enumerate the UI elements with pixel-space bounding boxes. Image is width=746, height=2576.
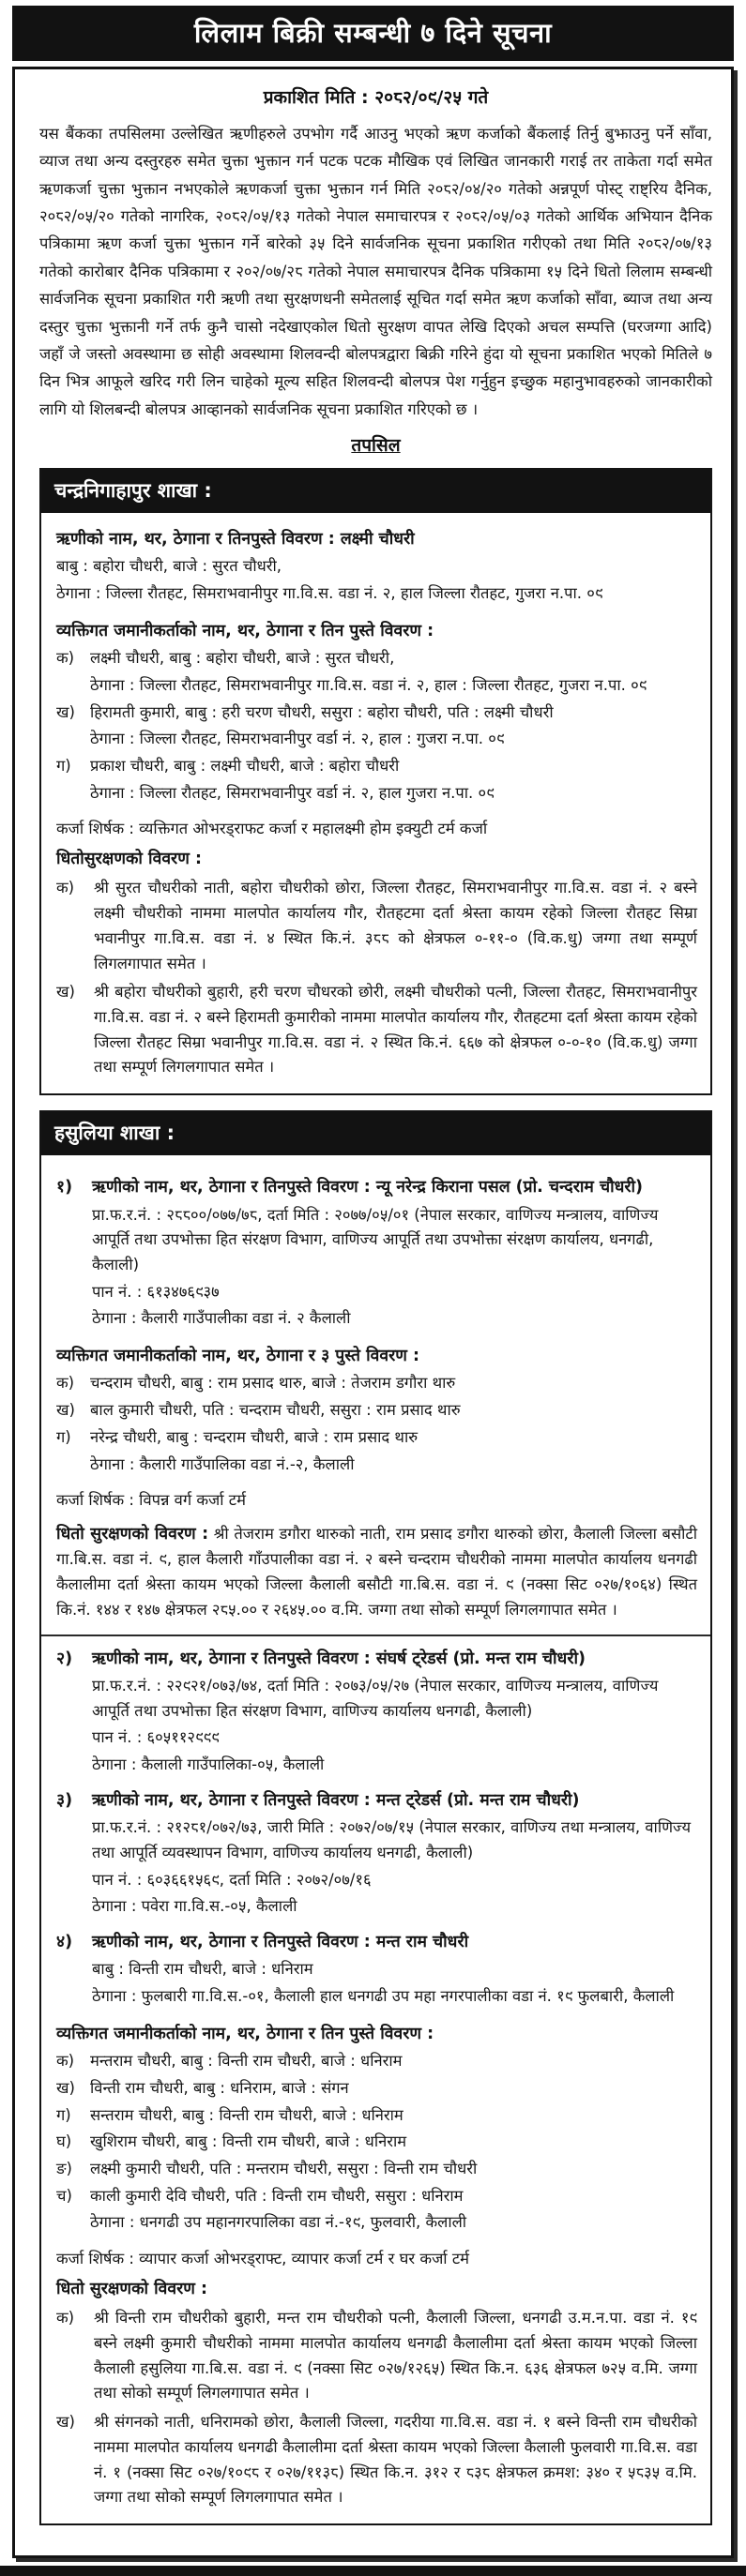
collateral-label: क) xyxy=(56,2309,75,2327)
item-number: ३) xyxy=(56,1790,73,1810)
notice-title-bar xyxy=(12,6,734,61)
borrower-heading: ऋणीको नाम, थर, ठेगाना र तिनपुस्ते विवरण : संघर्ष ट्रेडर्स (प्रो. मन्त राम चौधरी) xyxy=(92,1649,586,1668)
tapasil-heading: तपसिल xyxy=(351,434,401,456)
borrower-parent-line: बाबु : बहोरा चौधरी, बाजे : सुरत चौधरी, xyxy=(56,557,282,576)
guarantor-row xyxy=(56,2157,697,2182)
pan-line: पान नं. : ६०३६६१५६९, दर्ता मिति : २०७२/०७/१६ xyxy=(92,1870,372,1889)
borrower-item-1 xyxy=(56,1174,697,1332)
notice-body-box xyxy=(12,67,734,2558)
guarantor-row xyxy=(56,2184,697,2209)
collateral-row xyxy=(56,876,697,976)
branch-section-chandranigahapur xyxy=(39,468,712,1095)
guarantor-text: विन्ती राम चौधरी, बाबु : धनिराम, बाजे : संगन xyxy=(90,2078,349,2097)
guarantor-label: ग) xyxy=(56,756,71,775)
collateral-text: श्री तेजराम डगौरा थारुको नाती, राम प्रसाद डगौरा थारुको छोरा, कैलाली जिल्ला बसौटी गा.बि.स. वडा नं. ९, हाल कैलारी गाँउपालीका वडा नं. २ बस्ने चन्दराम चौधरीको नाममा मालपोत कार्यालय धनगढी कैलालीमा दर्ता श्रेस्ता कायम भएको जिल्ला कैलाली बसौटी गा.बि.स. वडा नं. ९ (नक्सा सिट ०२७/१०६४) स्थित कि.नं. १४४ र १४७ क्षेत्रफल २८५.०० र २६४५.०० व.मि. जग्गा तथा सोको सम्पूर्ण लिगलगापात समेत । xyxy=(56,1525,697,1619)
registration-line: प्रा.फ.र.नं. : २२९२१/०७३/७४, दर्ता मिति : २०७३/०५/२७ (नेपाल सरकार, वाणिज्य मन्त्रालय, वाणिज्य आपूर्ति तथा उपभोक्ता हित संरक्षण विभाग, वाणिज्य कार्यालय धनगढी, कैलाली) xyxy=(92,1676,659,1720)
guarantor-text: प्रकाश चौधरी, बाबु : लक्ष्मी चौधरी, बाजे : बहोरा चौधरी xyxy=(90,756,400,775)
guarantor-heading: व्यक्तिगत जमानीकर्ताको नाम, थर, ठेगाना र ३ पुस्ते विवरण : xyxy=(56,1347,420,1366)
address-line: ठेगाना : कैलाली गाउँपालिका-०५, कैलाली xyxy=(92,1755,325,1774)
collateral-label: ख) xyxy=(56,983,75,1002)
guarantor-label: ख) xyxy=(56,2078,75,2097)
collateral-label: ख) xyxy=(56,2413,75,2432)
guarantor-label: क) xyxy=(56,2052,75,2071)
guarantor-text: सन्तराम चौधरी, बाबु : विन्ती राम चौधरी, बाजे : धनिराम xyxy=(90,2105,403,2124)
notice-title: लिलाम बिक्री सम्बन्धी ७ दिने सूचना xyxy=(193,17,553,49)
guarantor-label: क) xyxy=(56,649,75,668)
registration-line: प्रा.फ.र.नं. : २१२८१/०७२/७३, जारी मिति : २०७२/०७/१५ (नेपाल सरकार, वाणिज्य तथा मन्त्रालय, वाणिज्य तथा आपूर्ति व्यवस्थापन विभाग, वाणिज्य कार्यालय धनगढी, कैलाली) xyxy=(92,1818,692,1861)
guarantor-heading: व्यक्तिगत जमानीकर्ताको नाम, थर, ठेगाना र तिन पुस्ते विवरण : xyxy=(56,621,434,640)
collateral-row xyxy=(56,2410,697,2510)
address-line: ठेगाना : कैलारी गाउँपालीका वडा नं. २ कैलाली xyxy=(92,1309,351,1328)
guarantor-label: क) xyxy=(56,1374,75,1393)
guarantor-label: ङ) xyxy=(56,2160,72,2178)
guarantor-row xyxy=(56,2103,697,2129)
loan-heading-line: कर्जा शिर्षक : विपन्न वर्ग कर्जा टर्म xyxy=(56,1491,246,1510)
guarantor-address: ठेगाना : कैलारी गाउँपालिका वडा नं.-२, कैलाली xyxy=(90,1454,355,1473)
collateral-text: श्री विन्ती राम चौधरीको बुहारी, मन्त राम चौधरीको पत्नी, कैलाली जिल्ला, धनगढी उ.म.न.पा. वडा नं. १९ बस्ने लक्ष्मी कुमारी चौधरीको नाममा मालपोत कार्यालय धनगढी कैलालीमा दर्ता श्रेस्ता कायम भएको जिल्ला कैलाली हसुलिया गा.बि.स. वडा नं. ९ (नक्सा सिट ०२७/१२६५) स्थित कि.न. ६३६ क्षेत्रफल ७२५ व.मि. जग्गा तथा सोको सम्पूर्ण लिगलगापात समेत । xyxy=(94,2309,697,2403)
branch1-content xyxy=(41,513,710,1093)
next-notice-bar xyxy=(0,2566,746,2576)
item-number: ४) xyxy=(56,1933,73,1952)
item-body xyxy=(92,1646,697,1778)
item-number: १) xyxy=(56,1178,73,1198)
guarantor-row xyxy=(56,2049,697,2074)
collateral-row xyxy=(56,980,697,1080)
collateral-label: क) xyxy=(56,879,75,897)
guarantor-row xyxy=(56,2130,697,2155)
borrower-heading: ऋणीको नाम, थर, ठेगाना र तिनपुस्ते विवरण : लक्ष्मी चौधरी xyxy=(56,529,415,549)
guarantor-row xyxy=(56,754,697,779)
branch2-header: हसुलिया शाखा : xyxy=(41,1112,710,1155)
guarantor-label: घ) xyxy=(56,2132,72,2151)
guarantor-label: ख) xyxy=(56,702,75,721)
collateral-heading: धितो सुरक्षणको विवरण : xyxy=(56,1525,209,1544)
item-body xyxy=(92,1929,697,2010)
guarantor-text: लक्ष्मी चौधरी, बाबु : बहोरा चौधरी, बाजे : सुरत चौधरी, xyxy=(90,649,395,668)
item-body xyxy=(92,1787,697,1920)
guarantor-address: ठेगाना : धनगढी उप महानगरपालिका वडा नं.-१९, फुलवारी, कैलाली xyxy=(90,2213,467,2232)
branch-section-hasuliya xyxy=(39,1110,712,2525)
guarantor-text: काली कुमारी देवि चौधरी, पति : विन्ती राम चौधरी, ससुरा : धनिराम xyxy=(90,2186,464,2205)
guarantor-address: ठेगाना : जिल्ला रौतहट, सिमराभवानीपुर गा.वि.स. वडा नं. २, हाल : जिल्ला रौतहट, गुजरा न.पा. ०९ xyxy=(90,675,647,694)
guarantor-text: खुशिराम चौधरी, बाबु : विन्ती राम चौधरी, बाजे : धनिराम xyxy=(90,2132,407,2151)
collateral-heading: धितोसुरक्षणको विवरण : xyxy=(56,850,202,869)
guarantor-row xyxy=(56,646,697,671)
borrower-heading: ऋणीको नाम, थर, ठेगाना र तिनपुस्ते विवरण : मन्त ट्रेडर्स (प्रो. मन्त राम चौधरी) xyxy=(92,1790,580,1810)
published-date: प्रकाशित मिति : २०८२/०९/२५ गते xyxy=(263,87,489,108)
guarantor-heading: व्यक्तिगत जमानीकर्ताको नाम, थर, ठेगाना र तिन पुस्ते विवरण : xyxy=(56,2024,434,2043)
guarantor-row xyxy=(56,1425,697,1451)
collateral-heading: धितो सुरक्षणको विवरण : xyxy=(56,2279,208,2298)
loan-heading-line: कर्जा शिर्षक : व्यापार कर्जा ओभरड्राफ्ट, व्यापार कर्जा टर्म र घर कर्जा टर्म xyxy=(56,2250,470,2268)
guarantor-label: ग) xyxy=(56,2105,71,2124)
guarantor-row xyxy=(56,700,697,726)
collateral-paragraph xyxy=(56,1521,697,1623)
collateral-text: श्री संगनको नाती, धनिरामको छोरा, कैलाली जिल्ला, गदरीया गा.वि.स. वडा नं. १ बस्ने विन्ती राम चौधरीको नाममा मालपोत कार्यालय धनगढी कैलालीमा दर्ता श्रेस्ता कायम भएको जिल्ला कैलाली फुलवारी गा.वि.स. वडा नं. १ (नक्सा सिट ०२७/१०९८ र ०२७/११३८) स्थित कि.न. ३१२ र ८३८ क्षेत्रफल क्रमश: ३४० र ५८३५ व.मि. जग्गा तथा सोको सम्पूर्ण लिगलगापात समेत । xyxy=(94,2413,697,2507)
guarantor-address: ठेगाना : जिल्ला रौतहट, सिमराभवानीपुर वर्डा नं. २, हाल : गुजरा न.पा. ०९ xyxy=(90,730,505,748)
pan-line: पान नं. : ६०५११२९९९ xyxy=(92,1728,220,1747)
address-line: ठेगाना : फुलबारी गा.वि.स.-०१, कैलाली हाल धनगढी उप महा नगरपालीका वडा नं. १९ फुलबारी, कैलाली xyxy=(92,1987,675,2006)
guarantor-text: हिरामती कुमारी, बाबु : हरी चरण चौधरी, ससुरा : बहोरा चौधरी, पति : लक्ष्मी चौधरी xyxy=(90,702,554,721)
registration-line: प्रा.फ.र.नं. : २८८००/०७७/७८, दर्ता मिति : २०७७/०५/०१ (नेपाल सरकार, वाणिज्य मन्त्रालय, वाणिज्य आपूर्ति तथा उपभोक्ता हित संरक्षण विभाग, वाणिज्य आपूर्ति तथा उपभोक्ता संरक्षण कार्यालय, धनगढी, कैलाली) xyxy=(92,1205,659,1273)
branch1-header: चन्द्रनिगाहापुर शाखा : xyxy=(41,470,710,513)
guarantor-text: लक्ष्मी कुमारी चौधरी, पति : मन्तराम चौधरी, ससुरा : विन्ती राम चौधरी xyxy=(90,2160,478,2178)
parent-line: बाबु : विन्ती राम चौधरी, बाजे : धनिराम xyxy=(92,1960,313,1979)
borrower-item-3 xyxy=(56,1787,697,1920)
guarantor-label: ख) xyxy=(56,1401,75,1420)
guarantor-text: नरेन्द्र चौधरी, बाबु : चन्दराम चौधरी, बाजे : राम प्रसाद थारु xyxy=(90,1427,419,1446)
collateral-text: श्री बहोरा चौधरीको बुहारी, हरी चरण चौधरको छोरी, लक्ष्मी चौधरीको पत्नी, जिल्ला रौतहट, सिमराभवानीपुर गा.वि.स. वडा नं. २ बस्ने हिरामती कुमारीको नाममा मालपोत कार्यालय गौर, रौतहटमा दर्ता श्रेस्ता कायम रहेको जिल्ला रौतहट सिम्रा भवानीपुर गा.वि.स. वडा नं. २ स्थित कि.नं. ६६७ को क्षेत्रफल ०-०-१० (वि.क.धु) जग्गा तथा सम्पूर्ण लिगलगापात समेत । xyxy=(94,983,698,1077)
guarantor-label: च) xyxy=(56,2186,72,2205)
guarantor-row xyxy=(56,2076,697,2101)
branch2-content xyxy=(41,1155,710,2523)
loan-heading-line: कर्जा शिर्षक : व्यक्तिगत ओभरड्राफट कर्जा र महालक्ष्मी होम इक्युटी टर्म कर्जा xyxy=(56,820,488,838)
borrower-heading: ऋणीको नाम, थर, ठेगाना र तिनपुस्ते विवरण : मन्त राम चौधरी xyxy=(92,1933,469,1952)
pan-line: पान नं. : ६१३४७६९३७ xyxy=(92,1282,220,1301)
guarantor-text: बाल कुमारी चौधरी, पति : चन्दराम चौधरी, ससुरा : राम प्रसाद थारु xyxy=(90,1401,461,1420)
address-line: ठेगाना : पवेरा गा.वि.स.-०५, कैलाली xyxy=(92,1897,297,1916)
borrower-item-4 xyxy=(56,1929,697,2010)
borrower-address-line: ठेगाना : जिल्ला रौतहट, सिमराभवानीपुर गा.वि.स. वडा नं. २, हाल जिल्ला रौतहट, गुजरा न.पा. ०९ xyxy=(56,584,603,603)
item-body xyxy=(92,1174,697,1332)
guarantor-row xyxy=(56,1371,697,1396)
item-divider xyxy=(41,1634,710,1636)
collateral-text: श्री सुरत चौधरीको नाती, बहोरा चौधरीको छोरा, जिल्ला रौतहट, सिमराभवानीपुर गा.वि.स. वडा नं. २ बस्ने लक्ष्मी चौधरीको नाममा मालपोत कार्यालय गौर, रौतहटमा दर्ता श्रेस्ता कायम रहेको जिल्ला रौतहट सिम्रा भवानीपुर गा.वि.स. वडा नं. ४ स्थित कि.नं. ३८८ को क्षेत्रफल ०-११-० (वि.क.धु) जग्गा तथा सम्पूर्ण लिगलगापात समेत । xyxy=(94,879,697,972)
item-number: २) xyxy=(56,1649,73,1668)
borrower-item-2 xyxy=(56,1646,697,1778)
borrower-heading: ऋणीको नाम, थर, ठेगाना र तिनपुस्ते विवरण : न्यू नरेन्द्र किराना पसल (प्रो. चन्दराम चौधरी) xyxy=(92,1178,644,1198)
collateral-row xyxy=(56,2306,697,2406)
guarantor-text: चन्दराम चौधरी, बाबु : राम प्रसाद थारु, बाजे : तेजराम डगौरा थारु xyxy=(90,1374,456,1393)
guarantor-label: ग) xyxy=(56,1427,71,1446)
guarantor-text: मन्तराम चौधरी, बाबु : विन्ती राम चौधरी, बाजे : धनिराम xyxy=(90,2052,403,2071)
guarantor-row xyxy=(56,1398,697,1424)
guarantor-address: ठेगाना : जिल्ला रौतहट, सिमराभवानीपुर वर्डा नं. २, हाल गुजरा न.पा. ०९ xyxy=(90,783,495,802)
intro-paragraph: यस बैंकका तपसिलमा उल्लेखित ऋणीहरुले उपभोग गर्दै आउनु भएको ऋण कर्जाको बैंकलाई तिर्नु बुझाउनु पर्ने साँवा, व्याज तथा अन्य दस्तुरहरु समेत चुक्ता भुक्तान गर्न पटक पटक मौखिक एवं लिखित जानकारी गराई तर ताकेता गर्दा समेत ऋणकर्जा चुक्ता भुक्तान नभएकोले ऋणकर्जा चुक्ता भुक्तान गर्न मिति २०८२/०४/२० गतेको अन्नपूर्ण पोस्ट् राष्ट्रिय दैनिक, २०८२/०५/२० गतेको नागरिक, २०८२/०५/१३ गतेको नेपाल समाचारपत्र र २०८२/०५/०३ गतेको आर्थिक अभियान दैनिक पत्रिकामा ऋण कर्जा चुक्ता भुक्तान गर्ने बारेको ३५ दिने सार्वजनिक सूचना प्रकाशित गरीएको तथा मिति २०८२/०७/१३ गतेको कारोबार दैनिक पत्रिकामा र २०२/०७/२८ गतेको नेपाल समाचारपत्र दैनिक पत्रिकामा १५ दिने धितो लिलाम सम्बन्धी सार्वजनिक सूचना प्रकाशित गरी ऋणी तथा सुरक्षणधनी समेतलाई सूचित गर्दा समेत ऋण कर्जाको साँवा, ब्याज तथा अन्य दस्तुर चुक्ता भुक्तानी गर्ने तर्फ कुनै चासो नदेखाएकोल धितो सुरक्षण वापत लेखि दिएको अचल सम्पत्ति (घरजग्गा आदि) जहाँ जे जस्तो अवस्थामा छ सोही अवस्थामा शिलवन्दी बोलपत्रद्वारा बिक्री गरिने हुंदा यो सूचना प्रकाशित भएको मितिले ७ दिन भित्र आफूले खरिद गरी लिन चाहेको मूल्य सहित शिलवन्दी बोलपत्र पेश गर्नुहुन इच्छुक महानुभावहरुको जानकारीको लागि यो शिलबन्दी बोलपत्र आव्हानको सार्वजनिक सूचना प्रकाशित गरिएको छ । xyxy=(39,125,712,418)
